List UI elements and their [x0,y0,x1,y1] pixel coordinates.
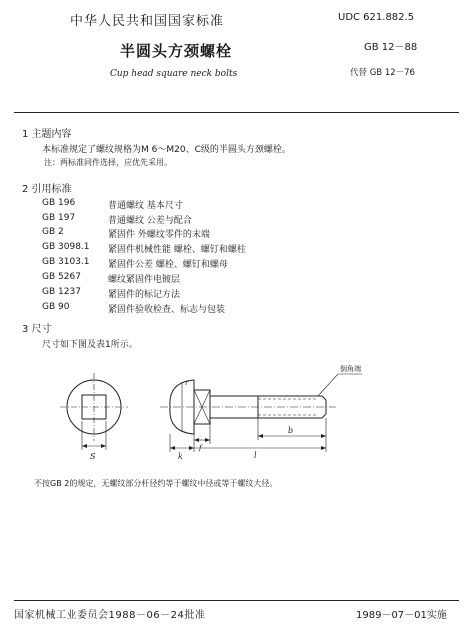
footer-divider [14,600,459,601]
ref-title: 普通螺纹 基本尺寸 [108,201,183,211]
section-heading: 3 尺寸 [22,324,52,335]
udc-number: UDC 621.882.5 [338,12,415,23]
label-b: b [288,426,294,435]
ref-title: 紧固件验收检查、标志与包装 [108,305,226,315]
ref-code: GB 2 [42,227,64,237]
section-note: 注：两标准同件选择，应优先采用。 [44,158,172,167]
chamfer-end [322,396,326,400]
drawing-note: 不按GB 2的规定，无螺纹部分杆径约等于螺纹中径或等于螺纹大径。 [34,479,278,488]
ref-code: GB 5267 [42,272,81,282]
ref-title: 紧固件 外螺纹零件的末端 [108,230,210,240]
ref-title: 紧固件机械性能 螺栓、螺钉和螺柱 [108,245,246,255]
section-text: 本标准规定了螺纹规格为M 6～M20、C级的半圆头方颈螺栓。 [42,145,291,155]
ref-title: 紧固件公差 螺栓、螺钉和螺母 [108,260,228,270]
label-f: f [199,444,202,452]
ref-title: 紧固件的标记方法 [108,290,181,300]
ref-code: GB 196 [42,198,76,208]
ref-code: GB 3098.1 [42,242,90,252]
section-heading: 2 引用标准 [22,184,72,195]
chamfer-leader [318,374,338,396]
ref-code: GB 197 [42,213,76,223]
label-l: l [254,451,257,460]
label-sk: S [90,452,96,461]
ref-code: GB 90 [42,302,70,312]
section-text: 尺寸如下图及表1所示。 [42,340,138,350]
implementation-date: 1989－07－01实施 [356,610,447,621]
document-title-english: Cup head square neck bolts [110,69,238,79]
gb-number: GB 12－88 [364,42,418,53]
ref-code: GB 1237 [42,287,81,297]
ref-title: 螺纹紧固件电镀层 [108,275,181,285]
ref-code: GB 3103.1 [42,257,90,267]
approval-info: 国家机械工业委员会1988－06－24批准 [14,610,206,621]
standard-category: 中华人民共和国国家标准 [70,14,225,29]
document-title: 半圆头方颈螺栓 [120,42,233,60]
ref-title: 普通螺纹 公差与配合 [108,216,192,226]
section-heading: 1 主题内容 [22,129,72,140]
label-r: r [185,379,189,387]
replaces-standard: 代替 GB 12－76 [350,68,415,78]
label-k: k [178,452,183,461]
label-chamfer-end: 倒角端 [340,365,361,373]
